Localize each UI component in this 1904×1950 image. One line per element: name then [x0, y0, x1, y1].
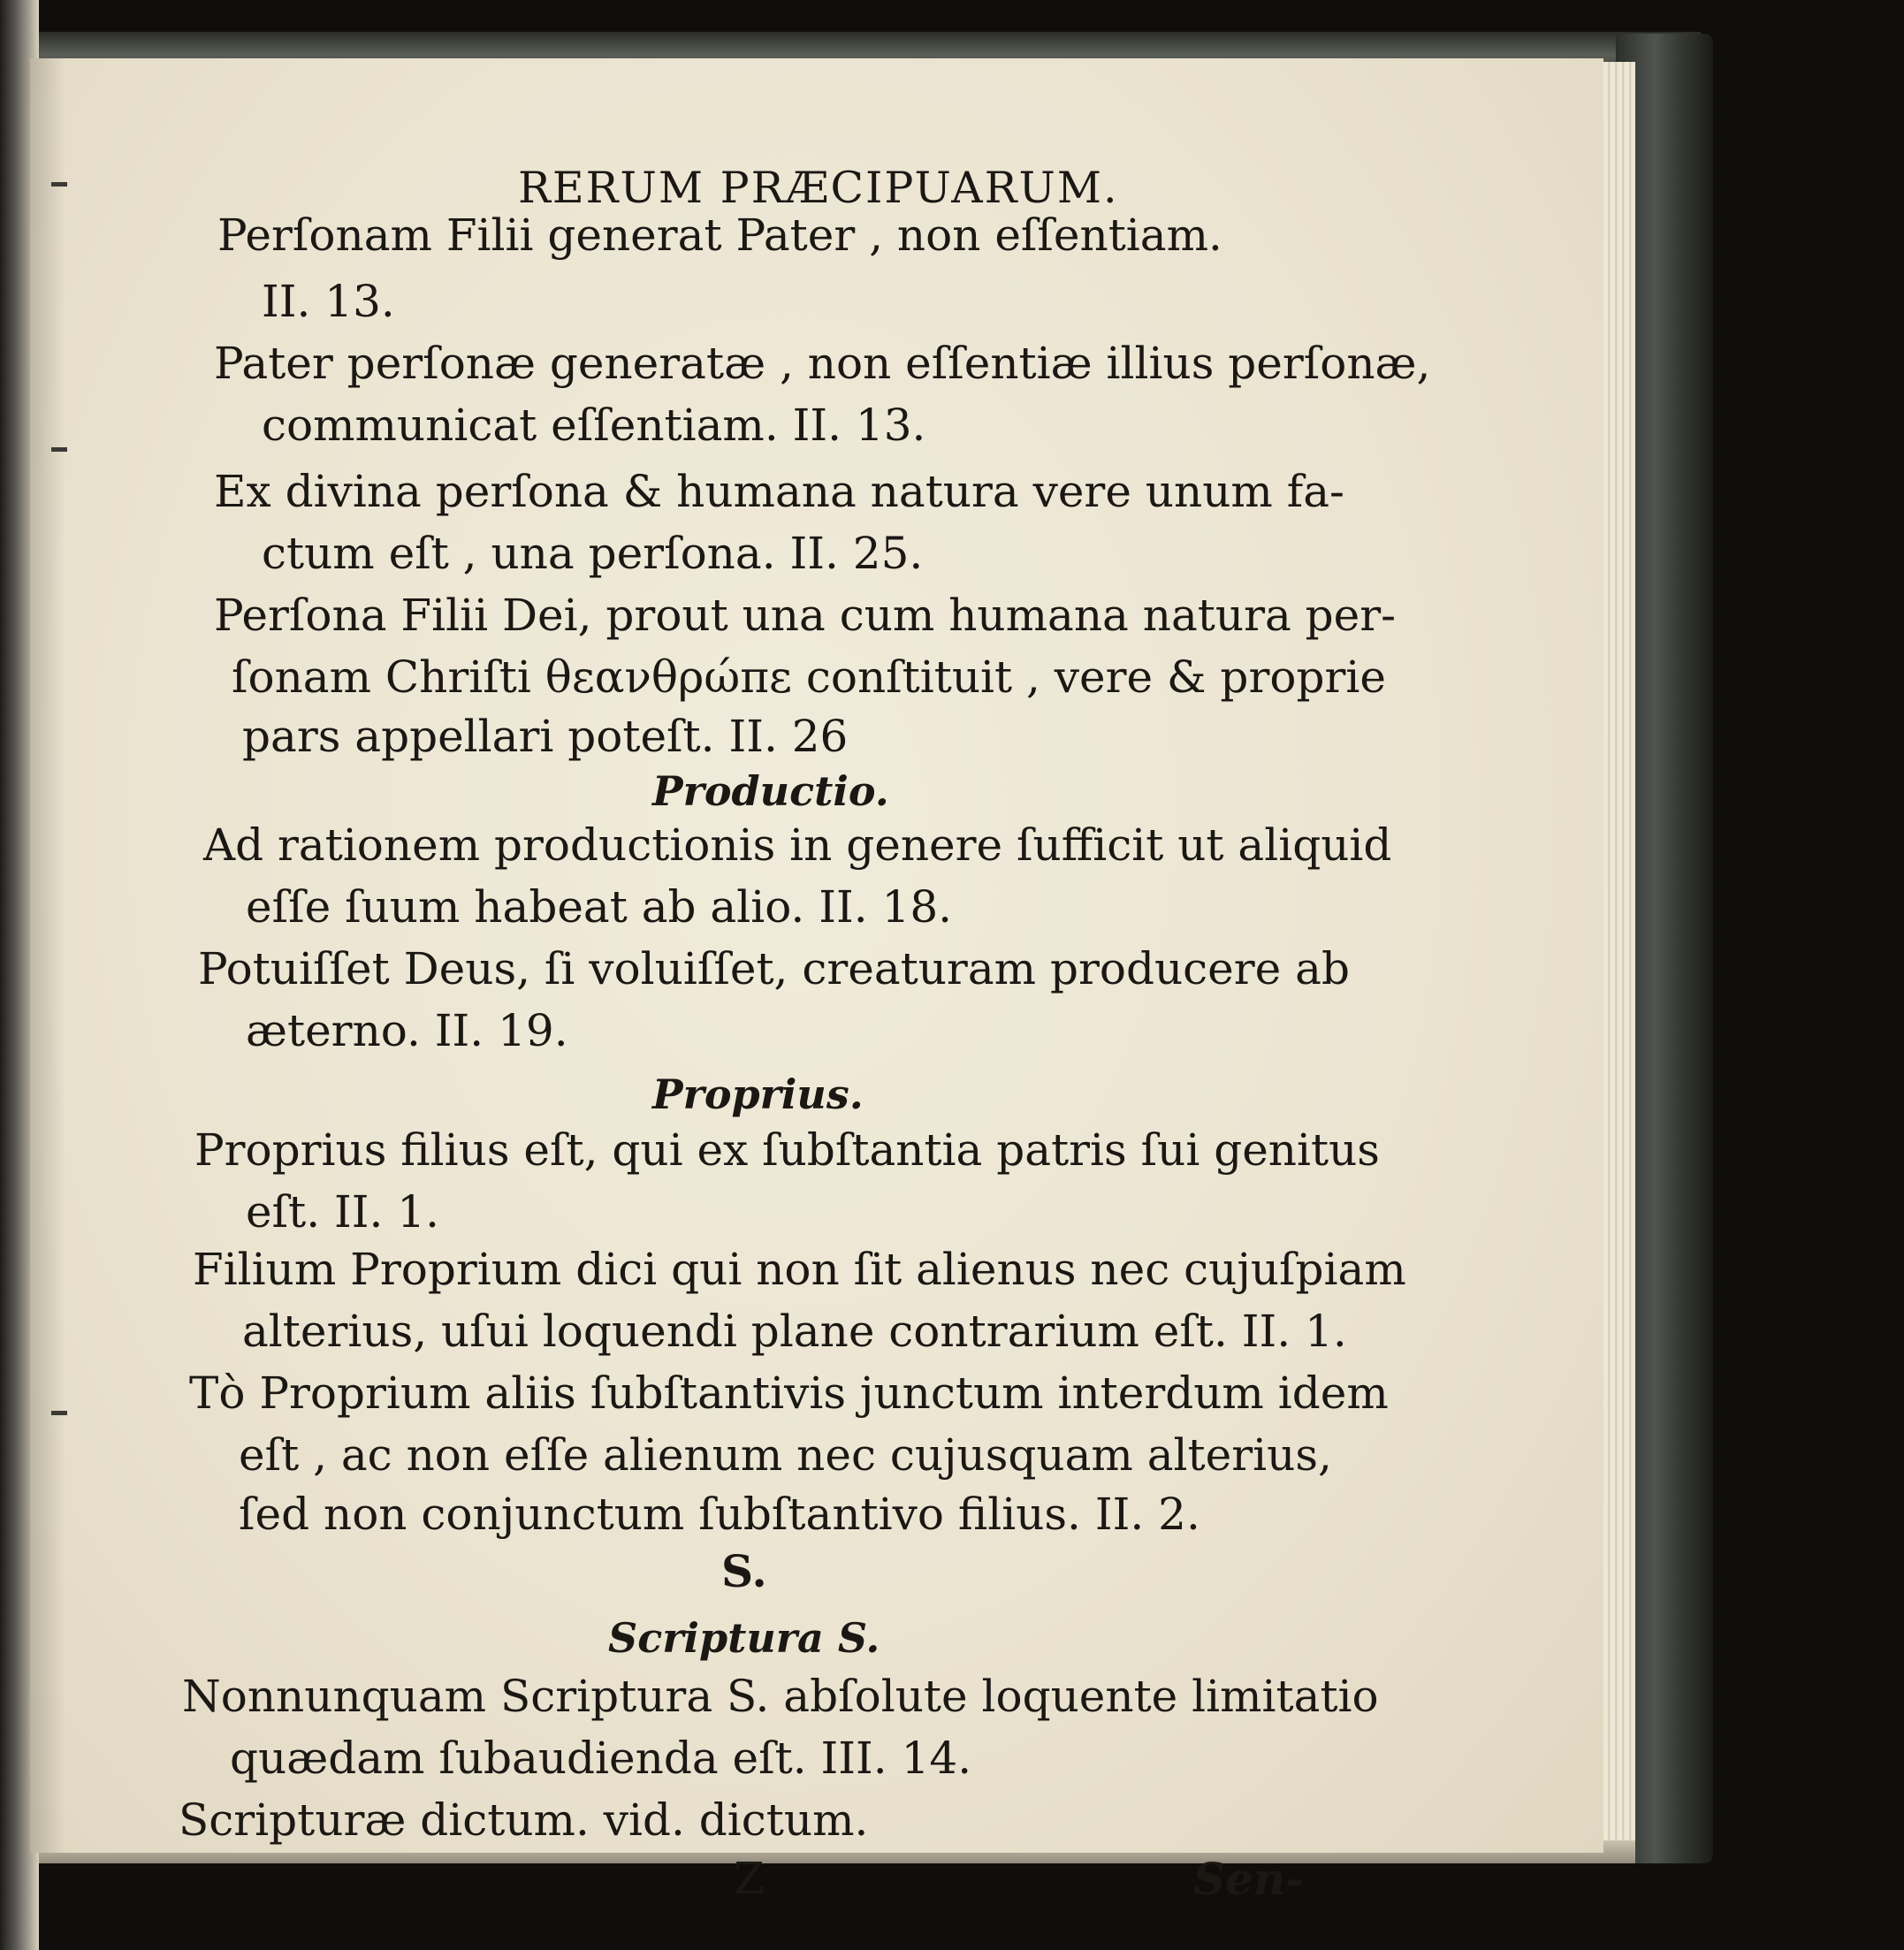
gutter-shadow — [30, 58, 65, 1853]
index-line: Scripturæ dictum. vid. dictum. — [179, 1794, 869, 1846]
index-line: quædam ſubaudienda eſt. III. 14. — [230, 1733, 972, 1784]
signature-mark: Z — [734, 1853, 765, 1904]
index-line: Tὸ Proprium aliis ſubſtantivis junctum interdum idem — [189, 1367, 1389, 1419]
index-line: Proprius filius eſt, qui ex ſubſtantia patris ſui genitus — [194, 1124, 1380, 1176]
index-line: ſonam Chriſti θεανθρώπε conſtituit , vere & proprie — [232, 651, 1386, 703]
index-line: Pater perſonæ generatæ , non eſſentiæ illius perſonæ, — [214, 338, 1431, 389]
index-line: ſed non conjunctum ſubſtantivo filius. II. 2. — [239, 1489, 1200, 1540]
index-line: pars appellari poteſt. II. 26 — [242, 711, 849, 762]
binding-stitch — [51, 182, 67, 187]
index-line: Ex divina perſona & humana natura vere unum fa- — [214, 466, 1344, 517]
book-page — [30, 58, 1603, 1905]
running-header: RERUM PRÆCIPUARUM. — [518, 163, 1119, 213]
binding-stitch — [51, 1411, 67, 1415]
binding-stitch — [51, 447, 67, 452]
index-line: Ad rationem productionis in genere ſufficit ut aliquid — [203, 819, 1392, 871]
section-heading: Productio. — [652, 767, 889, 815]
section-letter: S. — [721, 1545, 767, 1597]
index-line: II. 13. — [262, 276, 395, 327]
catchword: Sen- — [1193, 1853, 1305, 1905]
index-line: Perſonam Filii generat Pater , non eſſentiam. — [217, 209, 1222, 261]
index-line: Perſona Filii Dei, prout una cum humana natura per- — [214, 590, 1397, 641]
section-heading: Proprius. — [652, 1070, 864, 1118]
index-line: æterno. II. 19. — [246, 1005, 568, 1056]
index-line: Nonnunquam Scriptura S. abſolute loquente limitatio — [182, 1671, 1379, 1722]
index-line: alterius, uſui loquendi plane contrarium eſt. II. 1. — [242, 1306, 1347, 1357]
index-line: communicat eſſentiam. II. 13. — [262, 400, 926, 451]
index-line: ctum eſt , una perſona. II. 25. — [262, 528, 924, 579]
index-line: Potuiſſet Deus, ſi voluiſſet, creaturam producere ab — [198, 943, 1350, 994]
index-line: eſt. II. 1. — [246, 1186, 439, 1238]
index-line: eſſe ſuum habeat ab alio. II. 18. — [246, 881, 953, 933]
index-line: Filium Proprium dici qui non ſit alienus nec cujuſpiam — [193, 1244, 1406, 1295]
section-heading: Scriptura S. — [608, 1614, 880, 1662]
index-line: eſt , ac non eſſe alienum nec cujusquam alterius, — [239, 1429, 1332, 1481]
